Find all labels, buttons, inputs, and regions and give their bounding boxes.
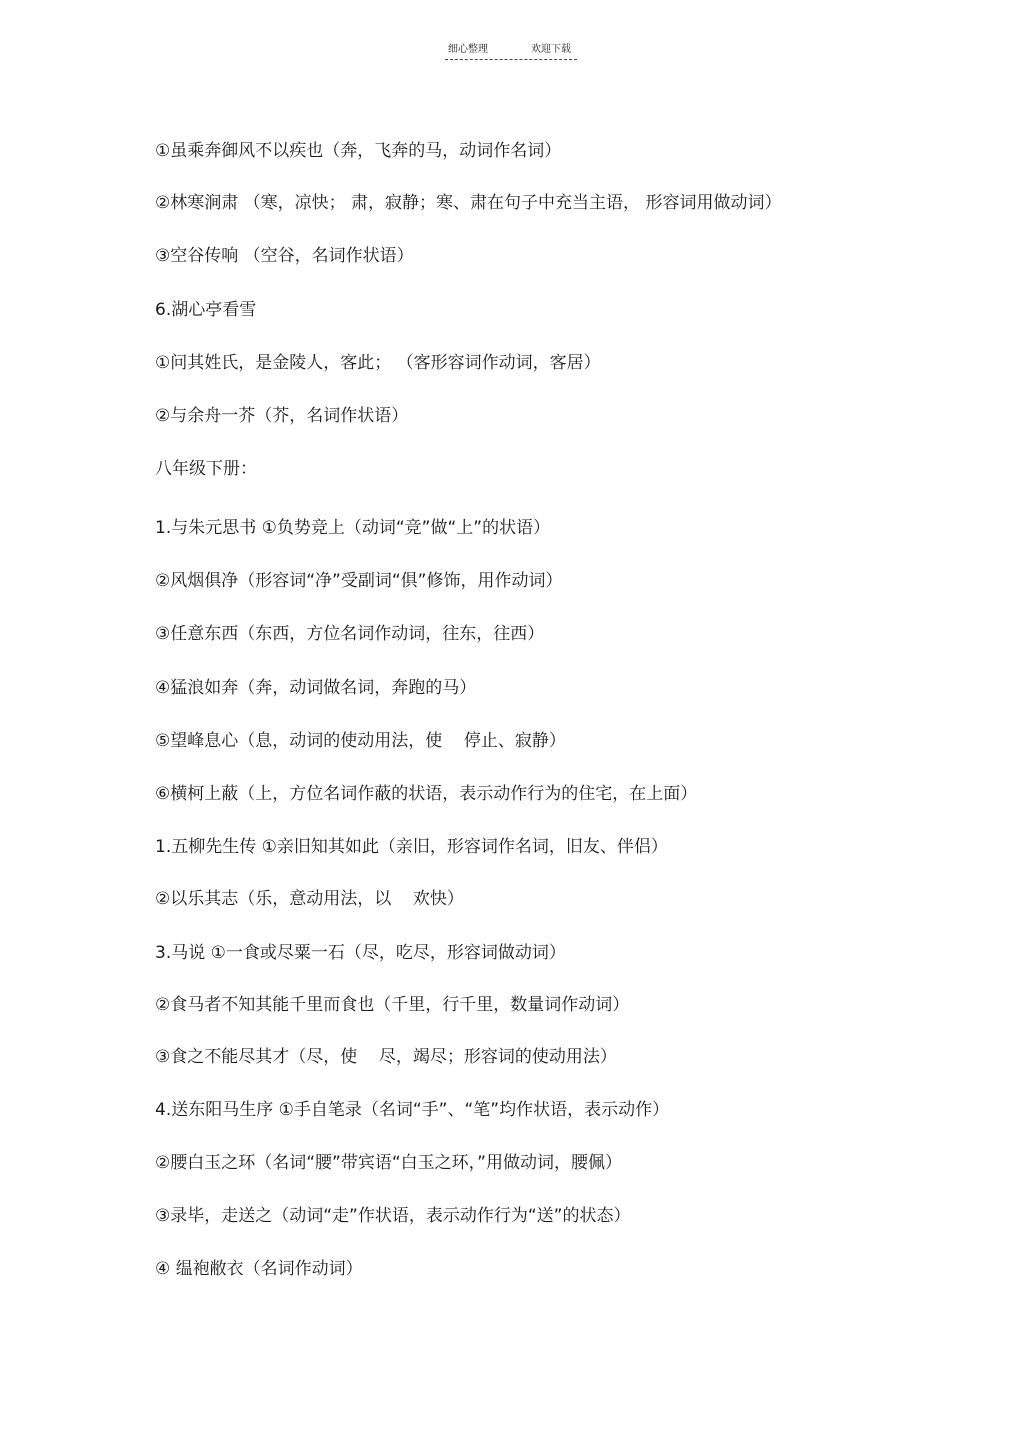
text-line: ④ 缊袍敝衣（名词作动词） bbox=[155, 1259, 363, 1279]
text-line: ③录毕，走送之（动词“走”作状语，表示动作行为“送”的状态） bbox=[155, 1206, 631, 1226]
header-divider bbox=[445, 59, 577, 60]
text-line: ⑤望峰息心（息，动词的使动用法，使 停止、寂静） bbox=[155, 731, 566, 751]
page-header bbox=[445, 40, 577, 64]
text-line: ②食马者不知其能千里而食也（千里，行千里，数量词作动词） bbox=[155, 995, 630, 1015]
section-heading: 八年级下册： bbox=[155, 459, 257, 479]
text-line: ③食之不能尽其才（尽，使 尽，竭尽；形容词的使动用法） bbox=[155, 1047, 617, 1067]
text-line: ②腰白玉之环（名词“腰”带宾语“白玉之环，”用做动词，腰佩） bbox=[155, 1153, 622, 1173]
text-line: ⑥横柯上蔽（上，方位名词作蔽的状语，表示动作行为的住宅，在上面） bbox=[155, 784, 698, 804]
text-line: ①虽乘奔御风不以疾也（奔，飞奔的马，动词作名词） bbox=[155, 141, 562, 161]
text-line: ②以乐其志（乐，意动用法，以 欢快） bbox=[155, 889, 464, 909]
header-left-text: 细心整理 bbox=[448, 44, 488, 55]
text-line: ②风烟俱净（形容词“净”受副词“俱”修饰，用作动词） bbox=[155, 571, 563, 591]
text-line: 3.马说 ①一食或尽粟一石（尽，吃尽，形容词做动词） bbox=[155, 943, 566, 963]
section-heading: 6.湖心亭看雪 bbox=[155, 300, 257, 320]
header-right-text: 欢迎下载 bbox=[531, 44, 571, 55]
text-line: 1.与朱元思书 ①负势竞上（动词“竞”做“上”的状语） bbox=[155, 518, 551, 538]
text-line: 4.送东阳马生序 ①手自笔录（名词“手”、“笔”均作状语，表示动作） bbox=[155, 1100, 670, 1120]
text-line: ③空谷传响 （空谷，名词作状语） bbox=[155, 246, 414, 266]
text-line: ②与余舟一芥（芥，名词作状语） bbox=[155, 406, 409, 426]
text-line: 1.五柳先生传 ①亲旧知其如此（亲旧，形容词作名词，旧友、伴侣） bbox=[155, 837, 668, 857]
text-line: ②林寒涧肃 （寒，凉快； 肃，寂静；寒、肃在句子中充当主语， 形容词用做动词） bbox=[155, 193, 782, 213]
text-line: ①问其姓氏，是金陵人，客此； （客形容词作动词，客居） bbox=[155, 353, 601, 373]
text-line: ④猛浪如奔（奔，动词做名词，奔跑的马） bbox=[155, 678, 477, 698]
text-line: ③任意东西（东西，方位名词作动词，往东，往西） bbox=[155, 624, 545, 644]
